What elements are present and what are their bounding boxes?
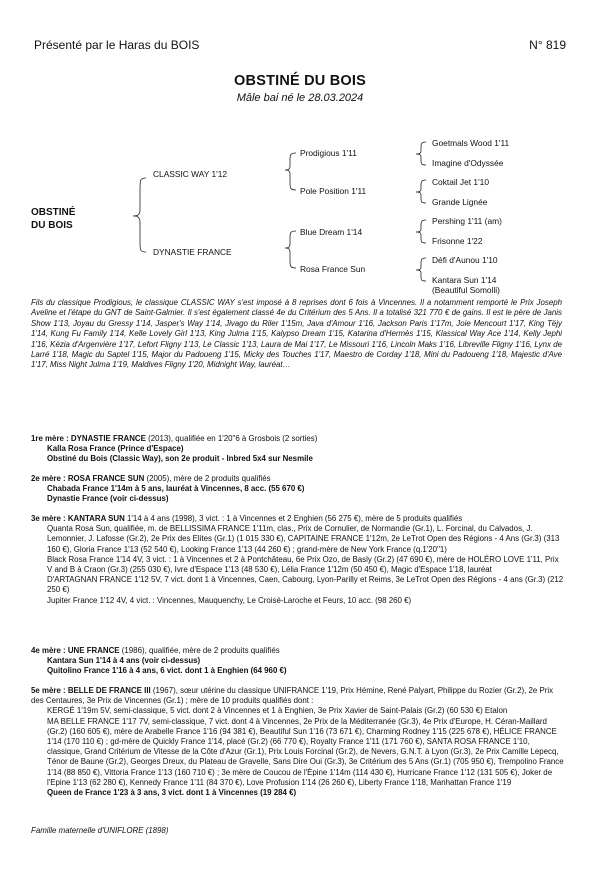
sire-description: Fils du classique Prodigious, le classique CLASSIC WAY s'est imposé à 8 reprises dont 6 fois à Vincennes. Il a notamment remporté le Prix Joseph Aveline et l'étape du GNT de Saint-Galmier. Il s'est également classé 4e du Critérium des 5 Ans. Il a totalisé 321 770 € de gains. Il est le père de Janis Show 1'13, Joyau du Gressy 1'14, Jasper's Way 1'14, Jivago du Riler 1'15m, Java d'Amour 1'16, Jackson Paris 1'17m, Joie Mencourt 1'17, King Tëjy 1'14, Kung Fu Family 1'14, Kelle Lovely Girl 1'13, King Julma 1'15, Kalypso Dream 1'15, Katarina d'Hermès 1'15, Klassical Way Ace 1'14, Kelly Jephi 1'16, Kézia d'Argenvière 1'17, Lefort Fligny 1'13, Le Classic 1'13, Laura de Mai 1'17, Le Missouri 1'16, Lincoln Maks 1'16, Libreville Fligny 1'16, Lynx de Larré 1'18, Magic du Saptel 1'15, Major du Padoueng 1'15, Micky des Touches 1'17, Maestro de Corday 1'18, Mini du Padoueng 1'18, Majestic d'Ave 1'17, Miss Night Julma 1'19, Maldives Fligny 1'20, Midnight Way, lauréat… (31, 298, 562, 370)
ancestor-3: Coktail Jet 1'10 (432, 177, 489, 187)
third-dam-produce-1: Quanta Rosa Sun, qualifiée, m. de BELLISSIMA FRANCE 1'11m, clas., Prix de Cornulier, de Normandie (Gr.1), L. Forcinal, du Calvados, J. Lemonnier, J. Lafosse (Gr.2), 2e Prix des Elites (Gr.1) (1 015 330 €), CAPITAINE FRANCE 1'12m, 2e LeTrot Open des Régions - 4 Ans (Gr.3) (313 160 €), Gloria France 1'13 (52 540 €), Looking France 1'13 (44 260 €) ; grand-mère de New York France (q.1'20"1) (47, 524, 560, 554)
maternal-family: Famille maternelle d'UNIFLORE (1898) (31, 826, 169, 835)
horse-title: OBSTINÉ DU BOIS (234, 73, 366, 89)
fourth-dam-text: (1986), qualifiée, mère de 2 produits qualifiés (121, 646, 280, 655)
grandsire-4: Rosa France Sun (300, 264, 366, 274)
lot-number: N° 819 (529, 38, 566, 52)
section-third-dam (31, 514, 564, 606)
sire-name: CLASSIC WAY 1'12 (153, 169, 228, 179)
ancestor-6: Frisonne 1'22 (432, 236, 483, 246)
ancestor-8: Kantara Sun 1'14 (432, 275, 497, 285)
grandsire-3: Blue Dream 1'14 (300, 227, 363, 237)
fifth-dam-label: 5e mère : BELLE DE FRANCE III (31, 686, 151, 695)
section-fifth-dam (31, 686, 564, 798)
fifth-dam-produce-3: Queen de France 1'23 à 3 ans, 3 vict. dont 1 à Vincennes (19 284 €) (47, 788, 297, 798)
fifth-dam-text: (1967), sœur utérine du classique UNIFRANCE 1'19, Prix Hémine, René Palyart, Philippe du Rozier (Gr.2), 2e Prix des Centaures, 3e Prix de Vincennes (Gr.1) ; mère de 10 produits qualifiés dont : (31, 686, 554, 706)
second-dam-produce-1: Chabada France 1'14m à 5 ans, lauréat à Vincennes, 8 acc. (55 670 €) (47, 484, 305, 494)
fourth-dam-produce-2: Quitolino France 1'16 à 4 ans, 6 vict. dont 1 à Enghien (64 960 €) (47, 666, 287, 676)
pedigree-horse-name: OBSTINÉ DU BOIS (31, 207, 76, 231)
ancestor-2: Imagine d'Odyssée (432, 158, 504, 168)
second-dam-text: (2005), mère de 2 produits qualifiés (146, 474, 271, 483)
third-dam-produce-2: Black Rosa France 1'14 4V, 3 vict. : 1 à Vincennes et 2 à Pontchâteau, 6e Prix Ozo, de Basly (Gr.2) (47 690 €), mère de HOLÉRO LOVE 1'11, Prix V and B à Craon (Gr.3) (255 030 €), Ivre d'Espace 1'13 (48 530 €), Lélia France 1'12m (50 450 €), Magic d'Espace 1'18, lauréat (47, 554, 559, 575)
ancestor-8-sire: (Beautiful Somolli) (432, 285, 500, 295)
third-dam-text: 1'14 à 4 ans (1998), 3 vict. : 1 à Vincennes et 2 Enghien (56 275 €), mère de 5 produits qualifiés (127, 514, 463, 523)
first-dam-text: (2013), qualifiée en 1'20"6 à Grosbois (2 sorties) (148, 434, 318, 443)
dam-name: DYNASTIE FRANCE (153, 247, 232, 257)
fifth-dam-produce-2: MA BELLE FRANCE 1'17 7V, semi-classique, 7 vict. dont 4 à Vincennes, 2e Prix de la Méditerranée (Gr.3), 4e Prix d'Europe, H. Céran-Maillard (Gr.2) (160 605 €), mère de Arabelle France 1'16 (94 381 €), Beautiful Sun 1'16 (73 671 €), Charming Rodney 1'15 (225 678 €), HÉLICE FRANCE 1'14 (170 110 €) ; gd-mère de Quickly France 1'14, placé (Gr.2) (66 770 €), Royalty France 1'11 (171 760 €), SANTA ROSA FRANCE 1'10, classique, Grand Critérium de Vitesse de la Côte d'Azur (Gr.1), Prix Louis Forcinal (Gr.2), de Nevers, G.N.T. à Lyon (Gr.3), 2e Prix Camille Lepecq, Ténor de Baune (Gr.2), Georges Dreux, du Plateau de Gravelle, Sans Dire Oui (Gr.3), 3e Critérium des 5 Ans (Gr.1) (705 950 €), Trempolino France 1'14 (88 850 €), Vittoria France 1'13 (160 710 €) ; 3e mère de Coucou de l'Épine 1'14m (114 430 €), Hurricane France 1'12 (131 505 €), Joker de l'Epine 1'13 (62 280 €), Kennedy France 1'11 (84 370 €), Love Profusion 1'14 (26 260 €), Liberty France 1'18, Manhattan France 1'19 (47, 716, 564, 787)
second-dam-label: 2e mère : ROSA FRANCE SUN (31, 474, 145, 483)
section-first-dam (31, 434, 564, 465)
third-dam-produce-4: Jupiter France 1'12 4V, 4 vict. : Vincennes, Mauquenchy, Le Croisé-Laroche et Feurs, 10 acc. (98 260 €) (47, 595, 412, 605)
horse-subtitle: Mâle bai né le 28.03.2024 (236, 92, 364, 104)
fourth-dam-produce-1: Kantara Sun 1'14 à 4 ans (voir ci-dessus) (47, 656, 201, 666)
ancestor-7: Défi d'Aunou 1'10 (432, 255, 498, 265)
presenter-label: Présenté par le Haras du BOIS (34, 38, 200, 52)
grandsire-1: Prodigious 1'11 (300, 148, 357, 158)
third-dam-label: 3e mère : KANTARA SUN (31, 514, 125, 523)
second-dam-produce-2: Dynastie France (voir ci-dessus) (47, 494, 169, 504)
first-dam-produce-2: Obstiné du Bois (Classic Way), son 2e produit - Inbred 5x4 sur Nesmile (47, 454, 313, 464)
first-dam-label: 1re mère : DYNASTIE FRANCE (31, 434, 146, 443)
section-second-dam (31, 474, 564, 505)
section-fourth-dam (31, 646, 564, 677)
fourth-dam-label: 4e mère : UNE FRANCE (31, 646, 120, 655)
grandsire-2: Pole Position 1'11 (300, 186, 367, 196)
ancestor-5: Pershing 1'11 (am) (432, 216, 502, 226)
ancestor-1: Goetmals Wood 1'11 (432, 138, 510, 148)
third-dam-produce-3: D'ARTAGNAN FRANCE 1'12 5V, 7 vict. dont 1 à Vincennes, Caen, Cabourg, Lyon-Parilly et Reims, 3e LeTrot Open des Régions - 4 ans (Gr.3) (212 250 €) (47, 575, 564, 595)
first-dam-produce-1: Kalla Rosa France (Prince d'Espace) (47, 444, 184, 454)
ancestor-4: Grande Lignée (432, 197, 488, 207)
fifth-dam-produce-1: KERGÉ 1'19m 5V, semi-classique, 5 vict. dont 2 à Vincennes et 1 à Enghien, 3e Prix Xavier de Saint-Palais (Gr.2) (60 530 €) Etalon (47, 706, 508, 716)
